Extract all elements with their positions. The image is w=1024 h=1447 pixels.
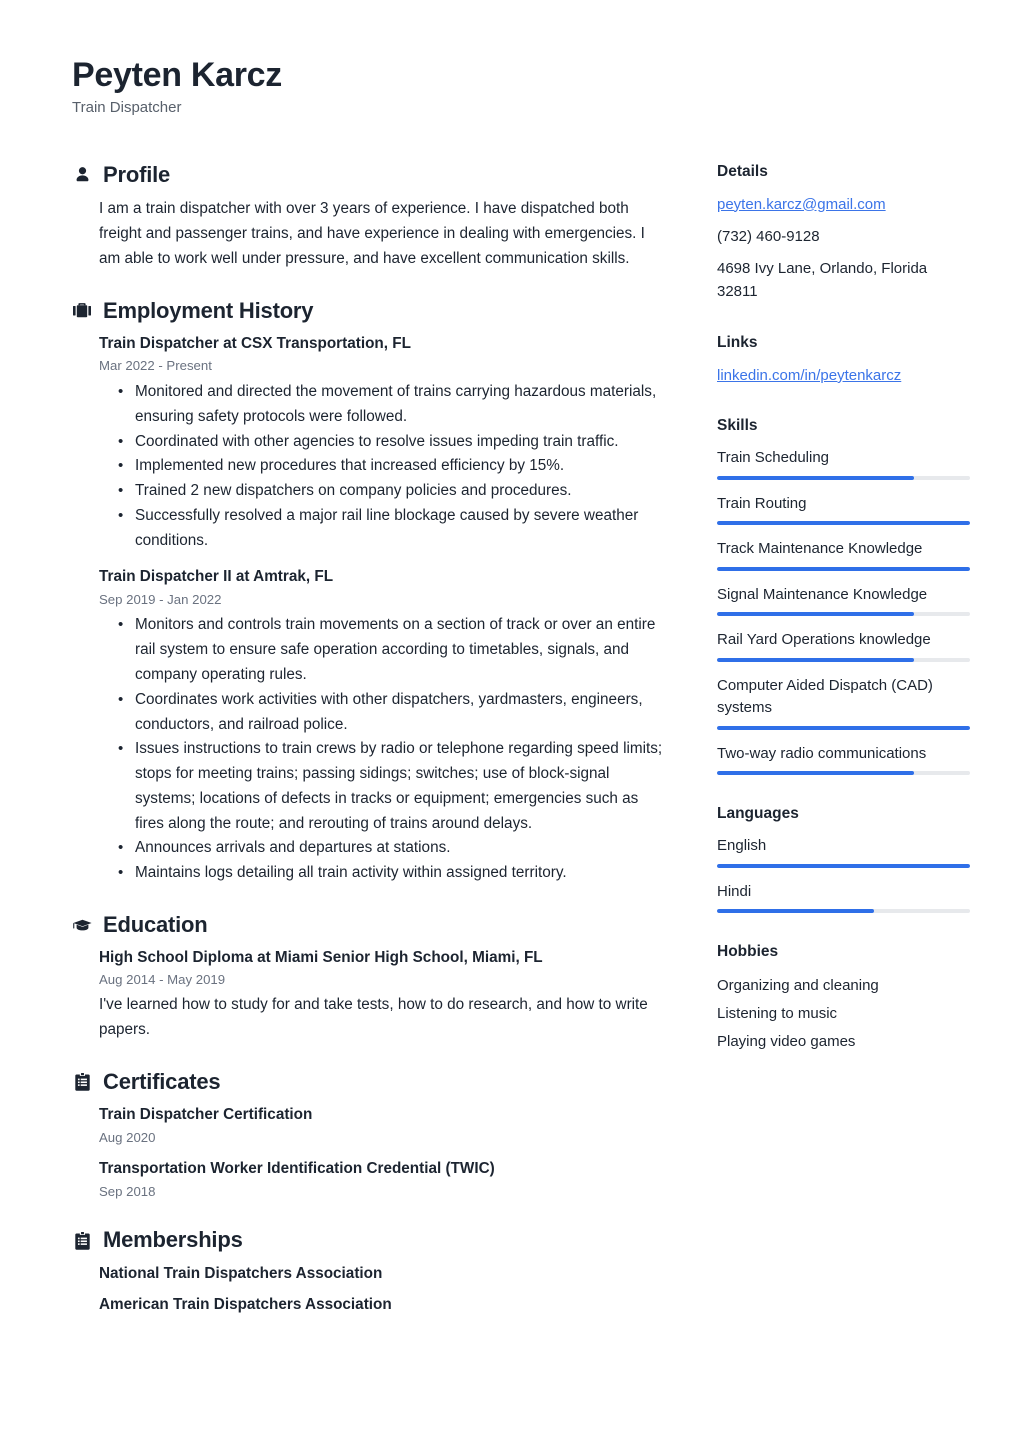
section-title-education: Education (103, 911, 208, 937)
resume-header (72, 56, 974, 118)
section-title-profile: Profile (103, 161, 171, 187)
certificate-entry (99, 1158, 670, 1201)
skill-bar-fill (717, 521, 970, 525)
sidebar-block-hobbies (717, 942, 970, 1054)
section-title-employment: Employment History (103, 297, 314, 323)
sidebar-title-details: Details (717, 162, 768, 180)
certificate-icon (72, 1071, 92, 1093)
profile-text: I am a train dispatcher with over 3 years of experience. I have dispatched both freight and passenger trains, and have experience in dealing with emergencies. I am able to work well under pressure, and have excellent communication skills. (99, 199, 645, 267)
language-label: English (717, 837, 767, 855)
section-header-education (72, 912, 670, 938)
skill-label: Computer Aided Dispatch (CAD) systems (717, 676, 933, 717)
employment-entry (99, 333, 670, 553)
section-body-certificates (72, 1104, 670, 1201)
section-certificates (72, 1069, 670, 1201)
skill-bar-fill (717, 476, 914, 480)
sidebar-block-links (717, 333, 970, 387)
skill-bar-track (717, 771, 970, 775)
skill-bar-fill (717, 612, 914, 616)
skill-label: Track Maintenance Knowledge (717, 540, 923, 558)
section-body-education (72, 947, 670, 1043)
skill-bar-track (717, 476, 970, 480)
employment-entry-date: Mar 2022 - Present (99, 358, 212, 374)
language-bar-track (717, 864, 970, 868)
skill-row (717, 629, 970, 662)
sidebar-title-hobbies: Hobbies (717, 943, 779, 961)
language-row (717, 881, 970, 914)
education-entry-date: Aug 2014 - May 2019 (99, 972, 226, 988)
skill-bar-track (717, 612, 970, 616)
education-entry-title: High School Diploma at Miami Senior High School, Miami, FL (99, 949, 543, 967)
employment-entry (99, 566, 670, 885)
page-title: Peyten Karcz (72, 56, 282, 94)
skill-bar-track (717, 567, 970, 571)
list-item: • Trained 2 new dispatchers on company policies and procedures. (135, 479, 670, 504)
certificate-entry-title: Transportation Worker Identification Credential (TWIC) (99, 1160, 495, 1178)
list-item: • Monitored and directed the movement of trains carrying hazardous materials, ensuring safety protocols were followed. (135, 380, 670, 430)
section-employment-history (72, 298, 670, 886)
section-title-memberships: Memberships (103, 1227, 243, 1253)
skill-label: Two-way radio communications (717, 744, 927, 762)
certificate-entry-date: Sep 2018 (99, 1183, 156, 1199)
education-entry (99, 947, 670, 1043)
skill-bar-fill (717, 771, 914, 775)
membership-item: National Train Dispatchers Association (99, 1264, 383, 1282)
section-header-memberships (72, 1227, 670, 1253)
list-item: • Coordinated with other agencies to resolve issues impeding train traffic. (135, 430, 670, 455)
employment-entry-bullets (99, 380, 670, 553)
certificate-entry (99, 1104, 670, 1147)
sidebar-title-links: Links (717, 333, 758, 351)
skill-row (717, 584, 970, 617)
skill-row (717, 447, 970, 480)
list-item: • Implemented new procedures that increased efficiency by 15%. (135, 454, 670, 479)
section-body-profile (72, 197, 670, 272)
job-title-subtitle: Train Dispatcher (72, 99, 182, 117)
list-item: • Successfully resolved a major rail line blockage caused by severe weather conditions. (135, 504, 670, 554)
sidebar-column (717, 162, 970, 1084)
email-link[interactable]: peyten.karcz@gmail.com (717, 195, 886, 213)
sidebar-block-skills (717, 416, 970, 775)
list-item: • Maintains logs detailing all train activity within assigned territory. (135, 861, 670, 886)
list-item: • Announces arrivals and departures at stations. (135, 836, 670, 861)
employment-entry-title: Train Dispatcher at CSX Transportation, FL (99, 335, 411, 353)
sidebar-title-languages: Languages (717, 805, 799, 823)
hobby-item: Playing video games (717, 1033, 856, 1051)
main-column (72, 162, 670, 1343)
education-entry-description: I've learned how to study for and take tests, how to do research, and how to write papers. (99, 996, 648, 1039)
certificate-entry-title: Train Dispatcher Certification (99, 1106, 313, 1124)
section-profile (72, 162, 670, 272)
skill-label: Train Routing (717, 494, 807, 512)
skill-row (717, 743, 970, 776)
skill-label: Signal Maintenance Knowledge (717, 585, 928, 603)
section-header-employment (72, 298, 670, 324)
language-bar-track (717, 909, 970, 913)
certificate-icon (72, 1230, 92, 1252)
skill-row (717, 538, 970, 571)
hobby-item: Listening to music (717, 1004, 838, 1022)
section-memberships (72, 1227, 670, 1316)
list-item: • Coordinates work activities with other dispatchers, yardmasters, engineers, conductors, and railroad police. (135, 688, 670, 738)
certificate-entry-date: Aug 2020 (99, 1129, 156, 1145)
membership-item: American Train Dispatchers Association (99, 1295, 392, 1313)
language-bar-fill (717, 909, 874, 913)
skill-bar-fill (717, 726, 970, 730)
skill-bar-fill (717, 567, 970, 571)
language-label: Hindi (717, 882, 752, 900)
skill-row (717, 493, 970, 526)
skill-label: Train Scheduling (717, 449, 830, 467)
skill-row (717, 675, 970, 730)
employment-entry-date: Sep 2019 - Jan 2022 (99, 591, 222, 607)
sidebar-title-skills: Skills (717, 417, 758, 435)
section-education (72, 912, 670, 1043)
skill-label: Rail Yard Operations knowledge (717, 631, 931, 649)
language-bar-fill (717, 864, 970, 868)
list-item: • Issues instructions to train crews by radio or telephone regarding speed limits; stops for meeting trains; passing sidings; switches; use of block-signal systems; locations of defects in tracks or equipment; emergencies such as fires along the route; and rerouting of trains around delays. (135, 737, 670, 836)
skill-bar-track (717, 726, 970, 730)
hobby-item: Organizing and cleaning (717, 976, 879, 994)
section-title-certificates: Certificates (103, 1069, 221, 1095)
section-header-profile (72, 162, 670, 188)
sidebar-block-languages (717, 804, 970, 913)
briefcase-icon (72, 300, 92, 322)
skill-bar-fill (717, 658, 914, 662)
linkedin-link[interactable]: linkedin.com/in/peytenkarcz (717, 366, 902, 384)
employment-entry-bullets (99, 613, 670, 885)
person-icon (72, 164, 92, 186)
skill-bar-track (717, 521, 970, 525)
section-body-memberships (72, 1263, 670, 1316)
phone-number: (732) 460-9128 (717, 227, 820, 245)
resume-body (72, 162, 974, 1343)
section-header-certificates (72, 1069, 670, 1095)
postal-address: 4698 Ivy Lane, Orlando, Florida 32811 (717, 260, 928, 301)
section-body-employment (72, 333, 670, 886)
sidebar-block-details (717, 162, 970, 304)
graduation-cap-icon (72, 914, 92, 936)
employment-entry-title: Train Dispatcher II at Amtrak, FL (99, 568, 334, 586)
list-item: • Monitors and controls train movements on a section of track or over an entire rail system to ensure safe operation according to timetables, signals, and company operating rules. (135, 613, 670, 687)
skill-bar-track (717, 658, 970, 662)
language-row (717, 835, 970, 868)
